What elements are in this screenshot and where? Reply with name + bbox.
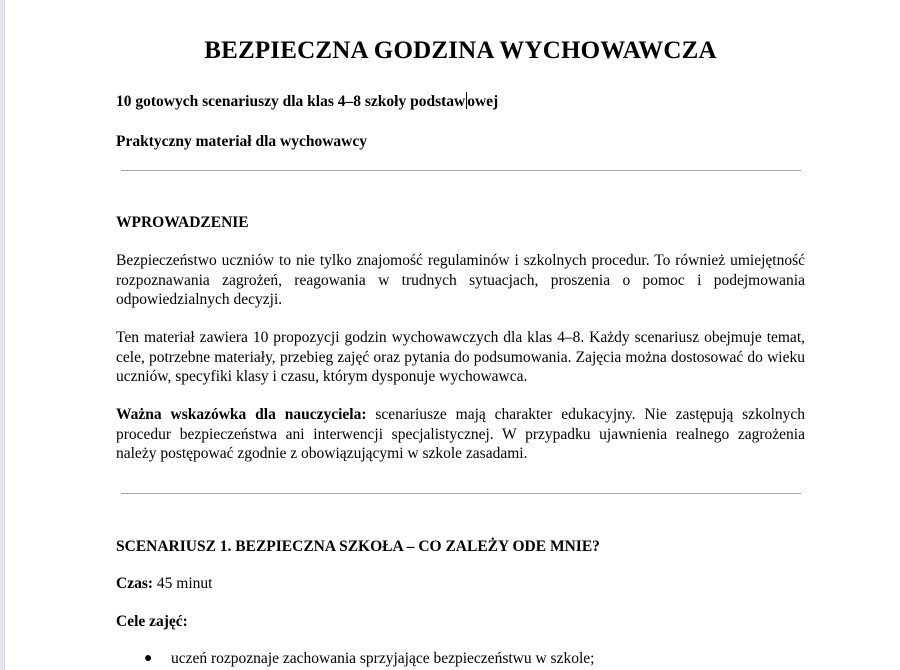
horizontal-divider	[121, 170, 801, 171]
time-value: 45 minut	[153, 575, 213, 592]
goal-text: uczeń rozpoznaje zachowania sprzyjające bezpieczeństwu w szkole;	[171, 650, 595, 667]
goals-list	[144, 649, 594, 669]
teacher-note-text: scenariusze mają charakter edukacyjny. Nie zastępują szkolnych procedur bezpieczeństwa ani interwencji specjalistycznej. W przypadku ujawnienia realnego zagrożenia należy postępować zgodnie z obowiązującymi w szkole zasadami.	[116, 406, 806, 462]
intro-paragraph-2: Ten materiał zawiera 10 propozycji godzin wychowawczych dla klas 4–8. Każdy scenariusz obejmuje temat, cele, potrzebne materiały, przebieg zajęć oraz pytania do podsumowania. Zajęcia można dostosować do wieku uczniów, specyfiki klasy i czasu, którym dysponuje wychowawca.	[116, 329, 805, 385]
teacher-note-label: Ważna wskazówka dla nauczyciela:	[116, 406, 367, 423]
intro-paragraph-1: Bezpieczeństwo uczniów to nie tylko znajomość regulaminów i szkolnych procedur. To również umiejętność rozpoznawania zagrożeń, reagowania w trudnych sytuacjach, proszenia o pomoc i podejmowania odpowiedzialnych decyzji.	[116, 252, 805, 308]
horizontal-divider	[121, 493, 801, 494]
time-label: Czas:	[116, 575, 154, 592]
document-page[interactable]	[116, 0, 805, 670]
teacher-note-paragraph	[116, 405, 805, 464]
section-heading-intro: WPROWADZENIE	[116, 214, 249, 231]
document-subtitle	[116, 92, 498, 112]
list-item	[144, 649, 594, 669]
goals-label: Cele zajęć:	[116, 613, 188, 630]
scenario-time	[116, 574, 212, 594]
subtitle-text-end: owej	[467, 93, 499, 110]
window-left-edge	[0, 0, 5, 670]
section-heading-scenario-1: SCENARIUSZ 1. BEZPIECZNA SZKOŁA – CO ZALEŻY ODE MNIE?	[116, 538, 600, 555]
bullet-icon: ●	[144, 651, 153, 666]
document-title: BEZPIECZNA GODZINA WYCHOWAWCZA	[204, 37, 717, 64]
goals-heading	[116, 612, 188, 632]
document-tagline: Praktyczny materiał dla wychowawcy	[116, 133, 367, 150]
subtitle-text-start: 10 gotowych scenariuszy dla klas 4–8 szkoły podstaw	[116, 93, 466, 110]
